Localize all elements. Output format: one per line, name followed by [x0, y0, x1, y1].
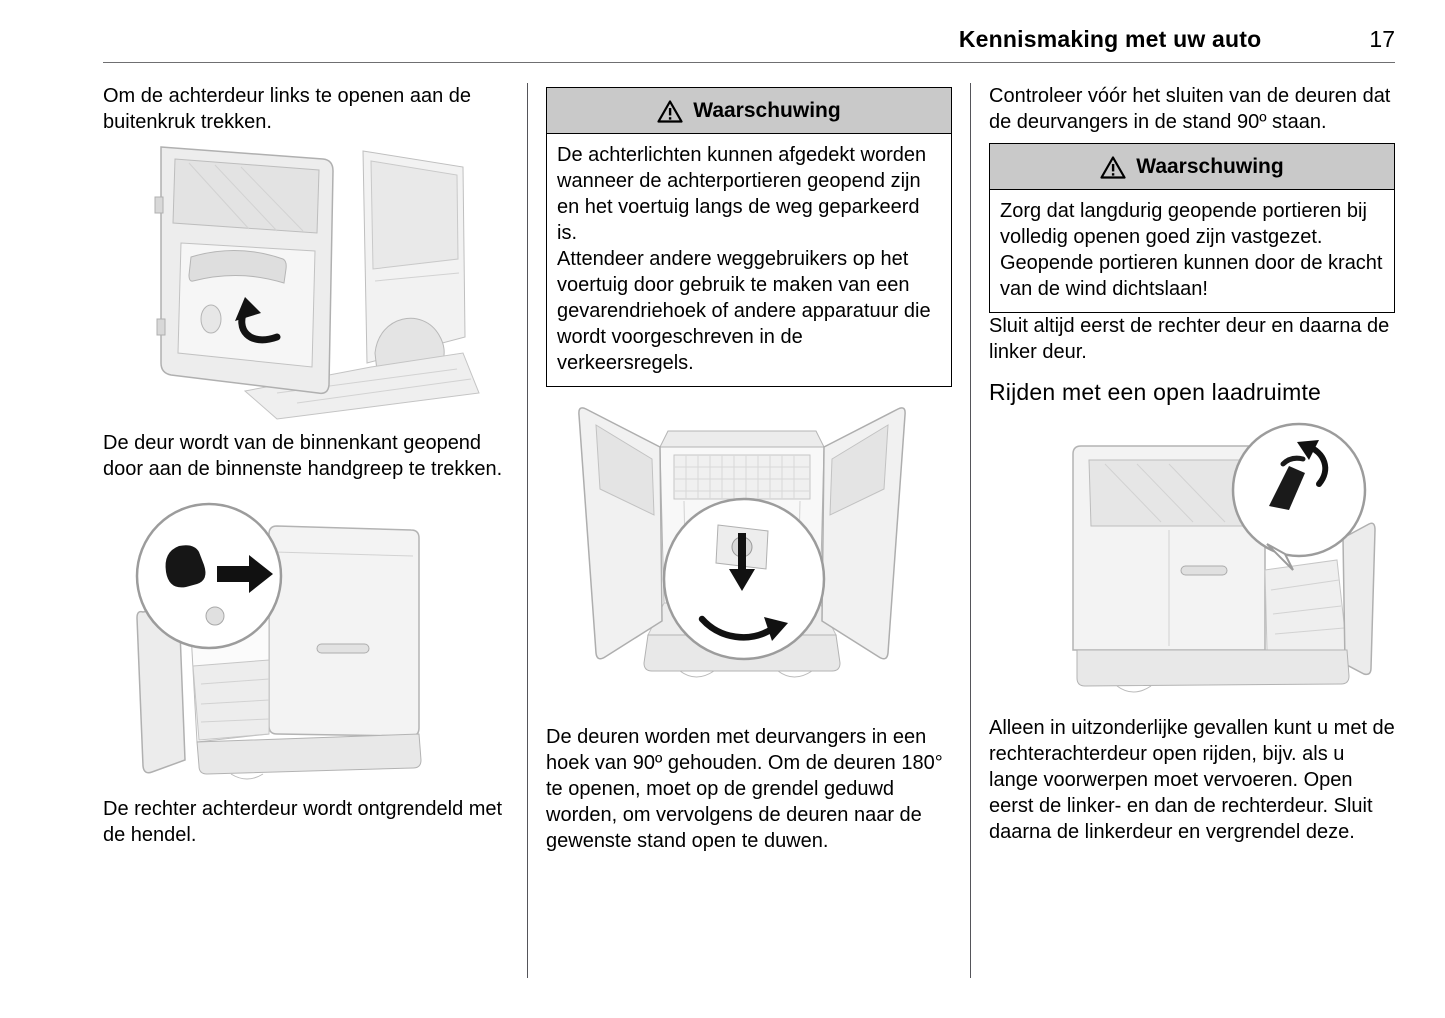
warning-header: [546, 87, 952, 134]
column-middle: [546, 83, 952, 978]
figure-inner-handle: [121, 494, 509, 796]
warning-box: [546, 87, 952, 387]
warning-header: [989, 143, 1395, 190]
three-column-layout: [103, 83, 1395, 978]
paragraph: De deuren worden met deurvangers in een hoek van 90º gehouden. Om de deuren 180° te openen, moet op de grendel geduwd worden, om vervolgens de deuren naar de gewenste stand open te duwen.: [546, 726, 943, 852]
paragraph: Controleer vóór het sluiten van de deuren dat de deurvangers in de stand 90º staan.: [989, 85, 1391, 133]
warning-triangle-icon: [657, 100, 683, 123]
warning-title: Waarschuwing: [693, 99, 841, 122]
paragraph: De deur wordt van de binnenkant geopend door aan de binnenste handgreep te trekken.: [103, 432, 503, 480]
paragraph: Om de achterdeur links te openen aan de buitenkruk trekken.: [103, 85, 472, 133]
warning-text: Zorg dat langdurig geopende portieren bij volledig openen goed zijn vastgezet. Geopende portieren kunnen door de kracht van de wind dichtslaan!: [1000, 200, 1383, 300]
section-heading: Rijden met een open laadruimte: [989, 379, 1322, 405]
warning-box: [989, 143, 1395, 313]
paragraph: Sluit altijd eerst de rechter deur en daarna de linker deur.: [989, 315, 1390, 363]
paragraph: Alleen in uitzonderlijke gevallen kunt u met de rechterachterdeur open rijden, bijv. als u lange voorwerpen moet vervoeren. Open eerst de linker- en dan de rechterdeur. Sluit daarna de linkerdeur en vergrendel deze.: [989, 717, 1395, 843]
warning-text: De achterlichten kunnen afgedekt worden wanneer de achterportieren geopend zijn en het voertuig langs de weg geparkeerd is.: [557, 144, 927, 244]
page-header: [103, 26, 1395, 63]
column-divider: [527, 83, 528, 978]
figure-door-stay: [1031, 418, 1395, 715]
column-left: [103, 83, 509, 978]
header-rule: [103, 62, 1395, 63]
warning-title: Waarschuwing: [1136, 155, 1284, 178]
figure-rear-door-interior: [127, 141, 509, 430]
warning-text: Attendeer andere weggebruikers op het voertuig door gebruik te maken van een gevarendriehoek of andere apparatuur die wordt voorgeschreven in de verkeersregels.: [557, 248, 931, 374]
page-number: 17: [1369, 26, 1395, 52]
paragraph: De rechter achterdeur wordt ontgrendeld met de hendel.: [103, 798, 503, 846]
warning-body: [546, 134, 952, 387]
figure-rear-doors-open: [552, 397, 952, 724]
warning-triangle-icon: [1100, 156, 1126, 179]
column-right: [989, 83, 1395, 978]
chapter-title: Kennismaking met uw auto: [958, 26, 1262, 52]
column-divider: [970, 83, 971, 978]
warning-body: [989, 190, 1395, 313]
